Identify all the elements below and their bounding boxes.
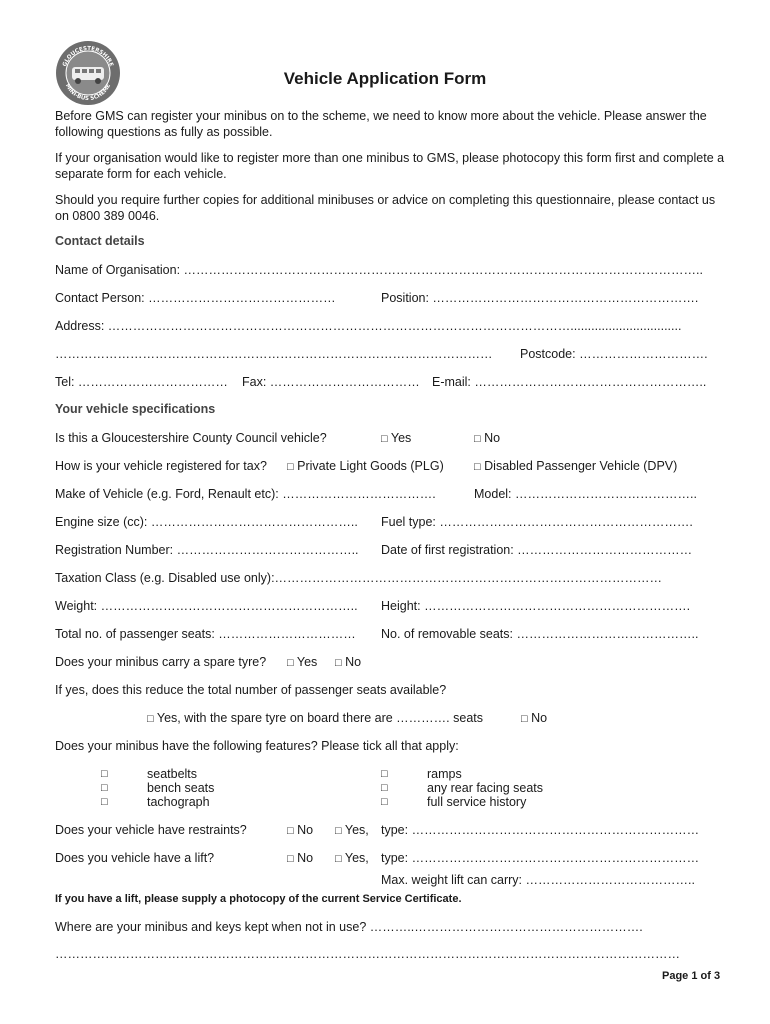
address-field[interactable]: Address: …………………………………………………………………………………………………................................ [55, 319, 682, 333]
restraints-yes-option[interactable] [335, 823, 369, 837]
gcc-no-option[interactable] [474, 431, 500, 445]
spare-no-option[interactable] [335, 655, 361, 669]
feature-rear-facing-seats: any rear facing seats [427, 781, 544, 795]
restraints-no-option[interactable] [287, 823, 313, 837]
feature-seatbelts: seatbelts [147, 767, 198, 781]
checkbox-icon[interactable]: □ [474, 433, 481, 445]
fuel-type-field[interactable]: Fuel type: ……………………………………………………. [381, 515, 693, 529]
position-field[interactable]: Position: ………………………………………………………. [381, 291, 699, 305]
address-line-2[interactable]: …………………………………………………………………………………………… [55, 347, 493, 361]
checkbox-icon[interactable]: □ [381, 433, 388, 445]
kept-location-line-2[interactable]: …………………………………………………………………………………………………………………………………… [55, 947, 680, 961]
checkbox-icon[interactable]: □ [287, 825, 294, 837]
contact-person-field[interactable]: Contact Person: ……………………………………… [55, 291, 336, 305]
checkbox-icon[interactable]: □ [287, 461, 294, 473]
lift-type-field[interactable]: type: …………………………………………………………… [381, 851, 700, 865]
intro-paragraph-2: If your organisation would like to register more than one minibus to GMS, please photocopy this form first and complete a separate form for each vehicle. [55, 151, 725, 181]
intro-paragraph-3: Should you require further copies for additional minibuses or advice on completing this questionnaire, please contact us on 0800 389 0046. [55, 193, 716, 223]
option-label: No [345, 655, 362, 669]
feature-bench-seats: bench seats [147, 781, 215, 795]
first-registration-field[interactable]: Date of first registration: …………………………………… [381, 543, 693, 557]
taxation-class-field[interactable]: Taxation Class (e.g. Disabled use only):………………………………………………………………………………… [55, 571, 663, 585]
reduce-no-option[interactable] [521, 711, 547, 725]
org-name-field[interactable]: Name of Organisation: …………………………………………………………………………………………………………….. [55, 263, 703, 277]
gcc-question: Is this a Gloucestershire County Council vehicle? [55, 431, 327, 445]
checkbox-icon[interactable]: □ [101, 782, 108, 794]
svg-text:MINI-BUS SCHEME: MINI-BUS SCHEME [63, 83, 113, 103]
passenger-seats-field[interactable]: Total no. of passenger seats: …………………………… [55, 627, 356, 641]
option-label: No [297, 851, 314, 865]
checkbox-icon[interactable]: □ [287, 657, 294, 669]
checkbox-icon[interactable]: □ [521, 713, 528, 725]
kept-location-field[interactable]: Where are your minibus and keys kept when not in use? ………..………………………………………………. [55, 920, 643, 934]
engine-size-field[interactable]: Engine size (cc): ………………………………………….. [55, 515, 358, 529]
option-label: Disabled Passenger Vehicle (DPV) [484, 459, 678, 473]
option-label: No [531, 711, 548, 725]
option-label: Private Light Goods (PLG) [297, 459, 444, 473]
restraints-question: Does your vehicle have restraints? [55, 823, 247, 837]
page-number: Page 1 of 3 [662, 970, 721, 982]
max-lift-weight-field[interactable]: Max. weight lift can carry: ………………………………….. [381, 873, 695, 887]
email-field[interactable]: E-mail: ……………………………………………….. [432, 375, 707, 389]
model-field[interactable]: Model: …………………………………….. [474, 487, 697, 501]
make-field[interactable]: Make of Vehicle (e.g. Ford, Renault etc): ………………………………. [55, 487, 436, 501]
lift-yes-option[interactable] [335, 851, 369, 865]
option-label: No [484, 431, 501, 445]
registration-number-field[interactable]: Registration Number: …………………………………….. [55, 543, 359, 557]
contact-heading: Contact details [55, 234, 145, 248]
spare-tyre-question: Does your minibus carry a spare tyre? [55, 655, 267, 669]
checkbox-icon[interactable]: □ [335, 853, 342, 865]
weight-field[interactable]: Weight: …………………………………………………….. [55, 599, 358, 613]
lift-note: If you have a lift, please supply a photocopy of the current Service Certificate. [55, 893, 462, 905]
gcc-yes-option[interactable] [381, 431, 411, 445]
fax-field[interactable]: Fax: ……………………………… [242, 375, 420, 389]
option-label: Yes, [344, 851, 369, 865]
lift-no-option[interactable] [287, 851, 313, 865]
page-title: Vehicle Application Form [283, 69, 487, 88]
feature-ramps: ramps [427, 767, 462, 781]
lift-question: Does you vehicle have a lift? [55, 851, 215, 865]
option-label: No [297, 823, 314, 837]
feature-tachograph: tachograph [147, 795, 210, 809]
checkbox-icon[interactable]: □ [381, 768, 388, 780]
option-label: Yes, [344, 823, 369, 837]
checkbox-icon[interactable]: □ [335, 825, 342, 837]
restraints-type-field[interactable]: type: …………………………………………………………… [381, 823, 700, 837]
height-field[interactable]: Height: ………………………………………………………. [381, 599, 691, 613]
reduce-seats-question: If yes, does this reduce the total number of passenger seats available? [55, 683, 447, 697]
checkbox-icon[interactable]: □ [101, 768, 108, 780]
vehicle-heading: Your vehicle specifications [55, 402, 216, 416]
checkbox-icon[interactable]: □ [474, 461, 481, 473]
option-label: Yes [296, 655, 318, 669]
checkbox-icon[interactable]: □ [287, 853, 294, 865]
intro-paragraph-1: Before GMS can register your minibus on to the scheme, we need to know more about the vehicle. Please answer the following questions as fully as possible. [55, 109, 707, 139]
reduce-yes-option[interactable] [147, 711, 483, 725]
features-question: Does your minibus have the following features? Please tick all that apply: [55, 739, 459, 753]
tel-field[interactable]: Tel: ……………………………… [55, 375, 228, 389]
removable-seats-field[interactable]: No. of removable seats: …………………………………….. [381, 627, 699, 641]
option-label: Yes [390, 431, 412, 445]
tax-reg-question: How is your vehicle registered for tax? [55, 459, 267, 473]
dpv-option[interactable] [474, 459, 677, 473]
checkbox-icon[interactable]: □ [381, 796, 388, 808]
option-label: Yes, with the spare tyre on board there are …………. seats [156, 711, 483, 725]
checkbox-icon[interactable]: □ [147, 713, 154, 725]
checkbox-icon[interactable]: □ [335, 657, 342, 669]
svg-text:GLOUCESTERSHIRE: GLOUCESTERSHIRE [62, 45, 114, 68]
checkbox-icon[interactable]: □ [101, 796, 108, 808]
checkbox-icon[interactable]: □ [381, 782, 388, 794]
plg-option[interactable] [287, 459, 444, 473]
postcode-field[interactable]: Postcode: …………………………. [520, 347, 708, 361]
spare-yes-option[interactable] [287, 655, 317, 669]
feature-service-history: full service history [427, 795, 527, 809]
